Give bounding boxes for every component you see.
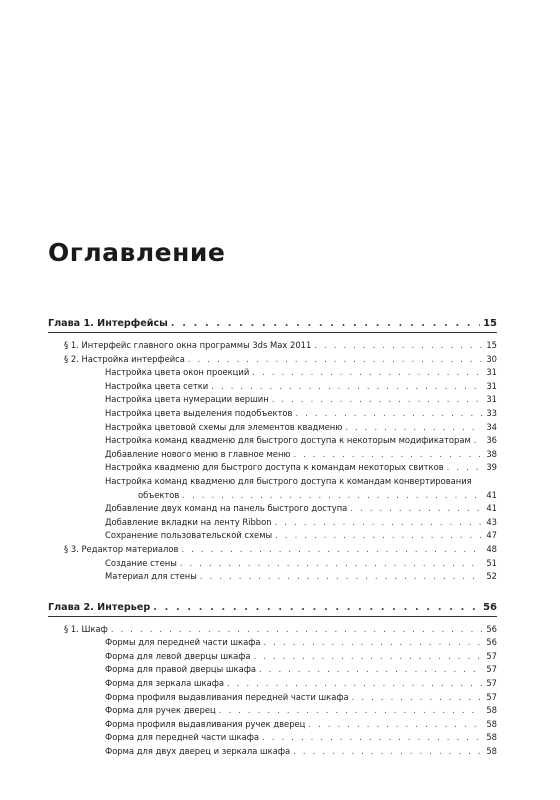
toc-entry-title: Глава 1. Интерфейсы	[48, 318, 168, 329]
toc-page-number: 41	[486, 489, 497, 500]
dot-leader	[180, 557, 482, 571]
toc-page-number: 56	[486, 623, 497, 634]
toc-page-number: 57	[486, 678, 497, 689]
toc-entry-title: Создание стены	[105, 557, 177, 568]
toc-entry-title: Форма профиля выдавливания ручек дверец	[105, 718, 306, 729]
dot-leader	[182, 489, 482, 503]
toc-entry-title: Форма для ручек дверец	[105, 705, 216, 716]
toc-subsection[interactable]	[48, 475, 497, 489]
toc-subsection[interactable]	[48, 636, 497, 650]
toc-subsection[interactable]	[48, 421, 497, 435]
toc-page-number: 31	[486, 394, 497, 405]
toc-section[interactable]	[48, 543, 497, 557]
toc-chapter[interactable]	[48, 600, 497, 617]
dot-leader	[295, 407, 482, 421]
toc-subsection[interactable]	[48, 448, 497, 462]
toc-chapter[interactable]	[48, 316, 497, 333]
toc-page-number: 34	[486, 421, 497, 432]
toc-page-number: 56	[483, 601, 497, 613]
toc-page-number: 43	[486, 516, 497, 527]
toc-page-number: 39	[486, 462, 497, 473]
toc-entry-title: § 3. Редактор материалов	[64, 543, 179, 554]
toc-page-number: 47	[486, 530, 497, 541]
dot-leader	[219, 704, 482, 718]
toc-page-number: 56	[486, 637, 497, 648]
toc-subsection[interactable]	[48, 745, 497, 759]
toc-entry-title: Форма для зеркала шкафа	[105, 678, 225, 689]
dot-leader	[350, 502, 482, 516]
toc-subsection[interactable]	[48, 529, 497, 543]
dot-leader	[314, 339, 482, 353]
dot-leader	[272, 393, 482, 407]
toc-entry-title: объектов	[138, 489, 180, 500]
dot-leader	[474, 434, 482, 448]
toc-section[interactable]	[48, 339, 497, 353]
dot-leader	[254, 650, 482, 664]
toc-entry-title: Настройка квадменю для быстрого доступа к командам некоторых свитков	[105, 462, 444, 473]
toc-entry-title: Настройка цветовой схемы для элементов квадменю	[105, 421, 343, 432]
toc-entry-title: Настройка цвета выделения подобъектов	[105, 407, 293, 418]
toc-entry-title: Добавление вкладки на ленту Ribbon	[105, 516, 272, 527]
toc-page-number: 36	[486, 435, 497, 446]
toc-subsection[interactable]	[48, 516, 497, 530]
toc-page-number: 15	[483, 318, 497, 329]
dot-leader	[188, 353, 482, 367]
dot-leader	[264, 636, 482, 650]
toc-subsection[interactable]	[48, 502, 497, 516]
toc-entry-title: § 1. Интерфейс главного окна программы 3ds Max 2011	[64, 340, 312, 350]
toc-page-number: 48	[486, 543, 497, 554]
chapter-gap	[48, 584, 497, 600]
toc-page-number: 52	[486, 571, 497, 582]
toc-page-number: 30	[486, 353, 497, 364]
toc-subsection[interactable]	[48, 380, 497, 394]
dot-leader	[181, 543, 482, 557]
toc-page-number: 33	[486, 407, 497, 418]
dot-leader	[111, 623, 482, 637]
toc-page-number: 58	[486, 746, 497, 757]
toc-subsection[interactable]	[48, 704, 497, 718]
toc-subsection[interactable]	[48, 407, 497, 421]
dot-leader	[345, 421, 482, 435]
toc-entry-title: § 1. Шкаф	[64, 623, 108, 634]
toc-page-number: 31	[486, 380, 497, 391]
toc-page-number: 58	[486, 705, 497, 716]
page-title: Оглавление	[48, 238, 226, 267]
dot-leader	[211, 380, 482, 394]
toc-entry-title: Добавление двух команд на панель быстрого доступа	[105, 503, 348, 514]
toc-entry-title: Настройка цвета нумерации вершин	[105, 394, 269, 405]
dot-leader	[308, 718, 482, 732]
toc-entry-title: Сохранение пользовательской схемы	[105, 530, 273, 541]
toc-subsection[interactable]	[48, 570, 497, 584]
dot-leader	[293, 745, 482, 759]
toc-entry-title: Форма для двух дверец и зеркала шкафа	[105, 746, 291, 757]
toc-entry-continuation[interactable]	[48, 489, 497, 503]
toc-subsection[interactable]	[48, 731, 497, 745]
toc-subsection[interactable]	[48, 677, 497, 691]
toc-page-number: 57	[486, 650, 497, 661]
toc-subsection[interactable]	[48, 663, 497, 677]
toc-section[interactable]	[48, 623, 497, 637]
toc-subsection[interactable]	[48, 366, 497, 380]
toc-page-number: 41	[486, 503, 497, 514]
toc-page-number: 57	[486, 664, 497, 675]
toc-subsection[interactable]	[48, 557, 497, 571]
toc-entry-title: Настройка команд квадменю для быстрого доступа к командам конвертирования	[105, 475, 472, 486]
dot-leader	[262, 731, 482, 745]
toc-page-number: 58	[486, 732, 497, 743]
toc-entry-title: Форма для передней части шкафа	[105, 732, 260, 743]
toc-entry-title: Настройка цвета сетки	[105, 380, 209, 391]
dot-leader	[252, 366, 482, 380]
toc-subsection[interactable]	[48, 718, 497, 732]
dot-leader	[275, 516, 482, 530]
toc-entry-title: Формы для передней части шкафа	[105, 637, 261, 648]
toc-page-number: 57	[486, 691, 497, 702]
toc-page-number: 31	[486, 367, 497, 378]
toc-subsection[interactable]	[48, 691, 497, 705]
toc-entry-title: Настройка цвета окон проекций	[105, 367, 250, 378]
dot-leader	[259, 663, 482, 677]
toc-page-number: 51	[486, 557, 497, 568]
toc-section[interactable]	[48, 353, 497, 367]
dot-leader	[200, 570, 482, 584]
toc-entry-title: Глава 2. Интерьер	[48, 601, 151, 613]
dot-leader	[293, 448, 482, 462]
toc-subsection[interactable]	[48, 434, 497, 448]
toc-page-number: 38	[486, 448, 497, 459]
dot-leader	[171, 316, 480, 331]
toc-entry-title: Настройка команд квадменю для быстрого доступа к некоторым модификаторам	[105, 435, 471, 446]
toc-page-number: 15	[486, 340, 497, 350]
toc-entry-title: Форма для левой дверцы шкафа	[105, 650, 251, 661]
dot-leader	[275, 529, 482, 543]
toc-entry-title: Форма для правой дверцы шкафа	[105, 664, 257, 675]
toc-subsection[interactable]	[48, 650, 497, 664]
toc-entry-title: Материал для стены	[105, 571, 197, 582]
table-of-contents	[48, 316, 497, 759]
toc-entry-title: § 2. Настройка интерфейса	[64, 353, 185, 364]
toc-page-number: 58	[486, 718, 497, 729]
dot-leader	[352, 691, 482, 705]
dot-leader	[447, 461, 482, 475]
toc-subsection[interactable]	[48, 461, 497, 475]
dot-leader	[227, 677, 482, 691]
dot-leader	[153, 600, 480, 615]
toc-subsection[interactable]	[48, 393, 497, 407]
toc-entry-title: Добавление нового меню в главное меню	[105, 448, 291, 459]
toc-entry-title: Форма профиля выдавливания передней части шкафа	[105, 691, 349, 702]
